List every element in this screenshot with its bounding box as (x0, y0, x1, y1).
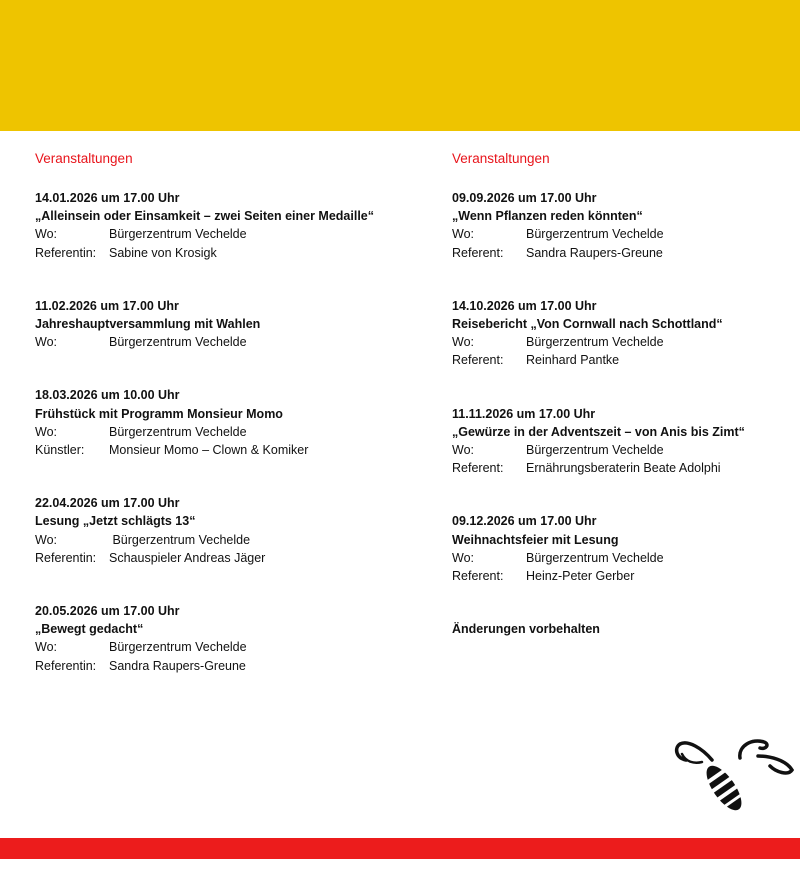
event-title: Lesung „Jetzt schlägts 13“ (35, 514, 196, 529)
event-item (35, 189, 405, 262)
event-date: 18.03.2026 um 10.00 Uhr (35, 388, 180, 403)
event-item (35, 297, 405, 352)
event-row-label: Referentin: (35, 550, 97, 565)
event-row-value: Schauspieler Andreas Jäger (109, 550, 266, 565)
event-row-value: Bürgerzentrum Vechelde (526, 443, 664, 458)
event-speaker-row (452, 244, 800, 262)
event-row-value: Heinz-Peter Gerber (526, 569, 635, 584)
event-date: 09.09.2026 um 17.00 Uhr (452, 191, 597, 205)
event-date: 14.01.2026 um 17.00 Uhr (35, 191, 180, 205)
event-speaker-row (35, 441, 405, 459)
event-row-value: Ernährungsberaterin Beate Adolphi (526, 461, 721, 476)
event-title: „Alleinsein oder Einsamkeit – zwei Seiten einer Medaille“ (35, 209, 375, 224)
event-row-value: Bürgerzentrum Vechelde (109, 335, 247, 350)
event-speaker-row (35, 244, 405, 262)
event-speaker-row (35, 549, 405, 567)
event-row-value: Bürgerzentrum Vechelde (109, 640, 247, 655)
event-row-label: Wo: (35, 640, 57, 655)
event-location-row (35, 225, 405, 243)
event-row-label: Referent: (452, 569, 504, 584)
event-speaker-row (452, 351, 800, 369)
event-item (452, 297, 800, 370)
event-row-value: Reinhard Pantke (526, 353, 620, 368)
event-row-label: Referentin: (35, 245, 97, 260)
event-location-row (35, 333, 405, 351)
event-location-row (35, 423, 405, 441)
event-row-value: Sandra Raupers-Greune (109, 658, 246, 673)
event-row-value: Monsieur Momo – Clown & Komiker (109, 443, 309, 458)
event-location-row (35, 531, 405, 549)
bottom-red-band (0, 838, 800, 859)
event-date: 09.12.2026 um 17.00 Uhr (452, 514, 597, 529)
event-item (35, 386, 405, 459)
event-location-row (452, 333, 800, 351)
event-date: 22.04.2026 um 17.00 Uhr (35, 496, 180, 511)
event-speaker-row (452, 567, 800, 585)
events-column-left (35, 150, 405, 710)
event-row-label: Wo: (35, 335, 57, 350)
event-title: Frühstück mit Programm Monsieur Momo (35, 406, 283, 421)
event-title: Jahreshauptversammlung mit Wahlen (35, 317, 261, 332)
bee-icon (672, 732, 794, 817)
event-location-row (452, 549, 800, 567)
event-row-value: Bürgerzentrum Vechelde (526, 335, 664, 350)
event-location-row (452, 225, 800, 243)
event-item (452, 405, 800, 478)
event-title: „Gewürze in der Adventszeit – von Anis bis Zimt“ (452, 424, 745, 439)
event-title: „Wenn Pflanzen reden könnten“ (452, 209, 643, 224)
event-row-value: Bürgerzentrum Vechelde (109, 424, 247, 439)
event-row-label: Referent: (452, 461, 504, 476)
event-row-label: Referent: (452, 353, 504, 368)
event-speaker-row (35, 657, 405, 675)
column-heading: Veranstaltungen (35, 151, 133, 166)
event-row-label: Wo: (452, 550, 474, 565)
event-row-label: Wo: (452, 227, 474, 242)
event-row-value: Bürgerzentrum Vechelde (109, 227, 247, 242)
event-row-value: Bürgerzentrum Vechelde (526, 227, 664, 242)
event-title: Weihnachtsfeier mit Lesung (452, 532, 619, 547)
events-column-right (452, 150, 800, 638)
event-location-row (452, 441, 800, 459)
event-speaker-row (452, 459, 800, 477)
event-row-label: Wo: (452, 335, 474, 350)
event-item (452, 512, 800, 585)
event-item (35, 602, 405, 675)
event-row-label: Künstler: (35, 443, 85, 458)
event-row-label: Wo: (35, 227, 57, 242)
event-row-label: Referentin: (35, 658, 97, 673)
event-item (452, 189, 800, 262)
event-title: „Bewegt gedacht“ (35, 622, 144, 637)
event-row-label: Wo: (35, 532, 57, 547)
event-row-label: Referent: (452, 245, 504, 260)
event-date: 11.11.2026 um 17.00 Uhr (452, 406, 596, 421)
event-row-value: Sabine von Krosigk (109, 245, 217, 260)
top-yellow-band (0, 0, 800, 131)
changes-notice: Änderungen vorbehalten (452, 622, 600, 637)
event-location-row (35, 638, 405, 656)
event-title: Reisebericht „Von Cornwall nach Schottland“ (452, 317, 723, 332)
column-heading: Veranstaltungen (452, 151, 550, 166)
event-item (35, 494, 405, 567)
event-date: 14.10.2026 um 17.00 Uhr (452, 298, 597, 313)
event-date: 11.02.2026 um 17.00 Uhr (35, 298, 179, 313)
event-row-label: Wo: (452, 443, 474, 458)
event-row-label: Wo: (35, 424, 57, 439)
event-row-value: Bürgerzentrum Vechelde (526, 550, 664, 565)
event-row-value: Bürgerzentrum Vechelde (109, 532, 251, 547)
event-row-value: Sandra Raupers-Greune (526, 245, 663, 260)
event-date: 20.05.2026 um 17.00 Uhr (35, 604, 180, 619)
